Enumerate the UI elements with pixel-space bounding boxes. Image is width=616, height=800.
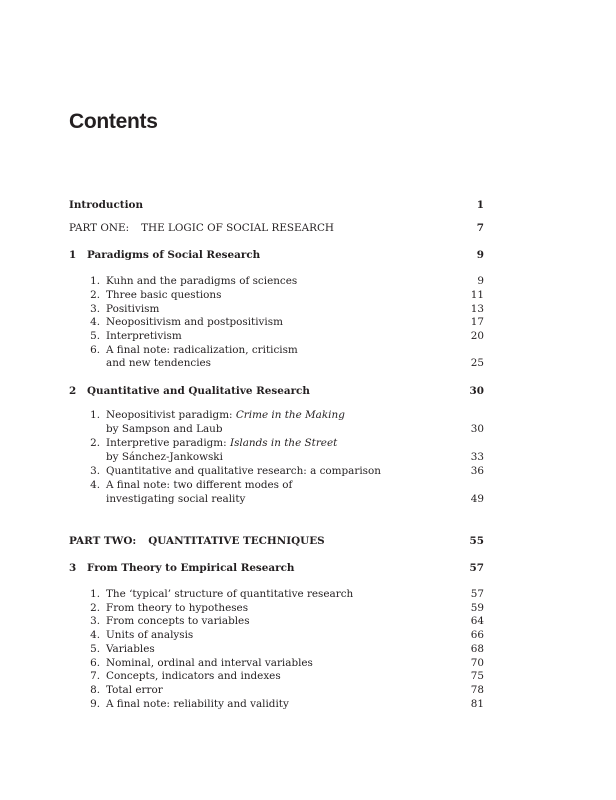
chapter-number: 1	[69, 249, 77, 261]
section-page: 64	[470, 615, 484, 627]
toc-section-1-6-cont[interactable]	[69, 357, 484, 371]
toc-section-1-1[interactable]	[69, 275, 484, 289]
section-page: 36	[470, 465, 484, 477]
section-page: 17	[470, 316, 484, 328]
chapter-title: Paradigms of Social Research	[87, 249, 261, 261]
section-title: Three basic questions	[106, 289, 222, 301]
section-title	[106, 409, 345, 422]
section-page: 33	[470, 451, 484, 463]
section-number: 7.	[90, 670, 100, 682]
section-page: 59	[470, 602, 484, 614]
toc-section-2-2[interactable]	[69, 437, 484, 451]
entry-title: Introduction	[69, 199, 143, 211]
section-title-text: Neopositivist paradigm:	[106, 409, 236, 421]
section-page: 68	[470, 643, 484, 655]
toc-section-2-1-cont[interactable]	[69, 423, 484, 437]
toc-section-3-1[interactable]	[69, 588, 484, 602]
toc-section-3-3[interactable]	[69, 615, 484, 629]
section-title: The ‘typical’ structure of quantitative research	[106, 588, 354, 600]
toc-section-3-2[interactable]	[69, 602, 484, 616]
entry-page: 9	[476, 249, 484, 261]
entry-page: 55	[469, 535, 484, 547]
section-page: 25	[470, 357, 484, 369]
section-title-continued: by Sampson and Laub	[106, 423, 223, 435]
toc-section-1-4[interactable]	[69, 316, 484, 330]
section-number: 1.	[90, 275, 100, 287]
section-page: 11	[470, 289, 484, 301]
entry-page: 30	[469, 385, 484, 397]
section-title-text: Interpretive paradigm:	[106, 437, 230, 449]
section-title: From concepts to variables	[106, 615, 250, 627]
toc-entry-part-one[interactable]	[69, 222, 484, 236]
section-number: 6.	[90, 344, 100, 356]
book-title: Islands in the Street	[229, 437, 338, 449]
section-title-continued: by Sánchez-Jankowski	[106, 451, 223, 463]
toc-section-2-3[interactable]	[69, 465, 484, 479]
section-title: Neopositivism and postpositivism	[106, 316, 283, 328]
section-title: Kuhn and the paradigms of sciences	[106, 275, 298, 287]
section-number: 2.	[90, 289, 100, 301]
section-page: 75	[470, 670, 484, 682]
section-number: 6.	[90, 657, 100, 669]
toc-section-3-9[interactable]	[69, 698, 484, 712]
entry-page: 1	[476, 199, 484, 211]
section-page: 9	[477, 275, 484, 287]
section-page: 13	[470, 303, 484, 315]
section-page: 66	[470, 629, 484, 641]
toc-entry-part-two[interactable]	[69, 535, 484, 549]
toc-section-2-4[interactable]	[69, 479, 484, 493]
section-title: From theory to hypotheses	[106, 602, 249, 614]
section-number: 3.	[90, 303, 100, 315]
section-title: A final note: radicalization, criticism	[106, 344, 298, 356]
section-page: 78	[470, 684, 484, 696]
section-page: 20	[470, 330, 484, 342]
section-title: Units of analysis	[106, 629, 194, 641]
section-number: 4.	[90, 629, 100, 641]
section-title-continued: investigating social reality	[106, 493, 246, 505]
section-title: Variables	[106, 643, 155, 655]
section-page: 49	[470, 493, 484, 505]
section-page: 30	[470, 423, 484, 435]
toc-section-1-2[interactable]	[69, 289, 484, 303]
entry-page: 57	[469, 562, 484, 574]
section-number: 1.	[90, 409, 100, 421]
part-title: QUANTITATIVE TECHNIQUES	[148, 535, 325, 547]
chapter-title: From Theory to Empirical Research	[87, 562, 295, 574]
section-title: Concepts, indicators and indexes	[106, 670, 281, 682]
section-number: 2.	[90, 437, 100, 449]
toc-entry-introduction[interactable]	[69, 199, 484, 213]
section-title: Nominal, ordinal and interval variables	[106, 657, 313, 669]
toc-section-2-1[interactable]	[69, 409, 484, 423]
section-number: 8.	[90, 684, 100, 696]
part-label: PART TWO:	[69, 535, 137, 547]
toc-section-2-2-cont[interactable]	[69, 451, 484, 465]
toc-entry-chapter-3[interactable]	[69, 562, 484, 576]
part-title: THE LOGIC OF SOCIAL RESEARCH	[141, 222, 334, 234]
toc-section-3-7[interactable]	[69, 670, 484, 684]
toc-section-1-5[interactable]	[69, 330, 484, 344]
toc-section-2-4-cont[interactable]	[69, 493, 484, 507]
chapter-number: 2	[69, 385, 77, 397]
toc-section-1-6[interactable]	[69, 344, 484, 358]
toc-section-3-6[interactable]	[69, 657, 484, 671]
toc-section-3-5[interactable]	[69, 643, 484, 657]
section-title: A final note: two different modes of	[106, 479, 293, 491]
entry-title	[69, 222, 334, 235]
section-title: A final note: reliability and validity	[106, 698, 289, 710]
section-number: 2.	[90, 602, 100, 614]
entry-title	[69, 535, 325, 548]
section-title: Quantitative and qualitative research: a comparison	[106, 465, 381, 477]
toc-section-3-8[interactable]	[69, 684, 484, 698]
toc-section-1-3[interactable]	[69, 303, 484, 317]
chapter-number: 3	[69, 562, 77, 574]
section-page: 70	[470, 657, 484, 669]
section-title: Total error	[106, 684, 163, 696]
section-title: Positivism	[106, 303, 160, 315]
toc-entry-chapter-2[interactable]	[69, 385, 484, 399]
section-page: 57	[470, 588, 484, 600]
toc-section-3-4[interactable]	[69, 629, 484, 643]
section-number: 4.	[90, 479, 100, 491]
part-label: PART ONE:	[69, 222, 130, 234]
section-number: 4.	[90, 316, 100, 328]
section-number: 9.	[90, 698, 100, 710]
section-number: 3.	[90, 465, 100, 477]
section-number: 3.	[90, 615, 100, 627]
section-title	[106, 437, 337, 450]
section-number: 1.	[90, 588, 100, 600]
entry-page: 7	[476, 222, 484, 234]
section-title-continued: and new tendencies	[106, 357, 212, 369]
toc-entry-chapter-1[interactable]	[69, 249, 484, 263]
chapter-title: Quantitative and Qualitative Research	[87, 385, 310, 397]
section-title: Interpretivism	[106, 330, 182, 342]
section-number: 5.	[90, 330, 100, 342]
section-number: 5.	[90, 643, 100, 655]
section-page: 81	[470, 698, 484, 710]
book-title: Crime in the Making	[235, 409, 345, 421]
page-title: Contents	[69, 110, 158, 133]
